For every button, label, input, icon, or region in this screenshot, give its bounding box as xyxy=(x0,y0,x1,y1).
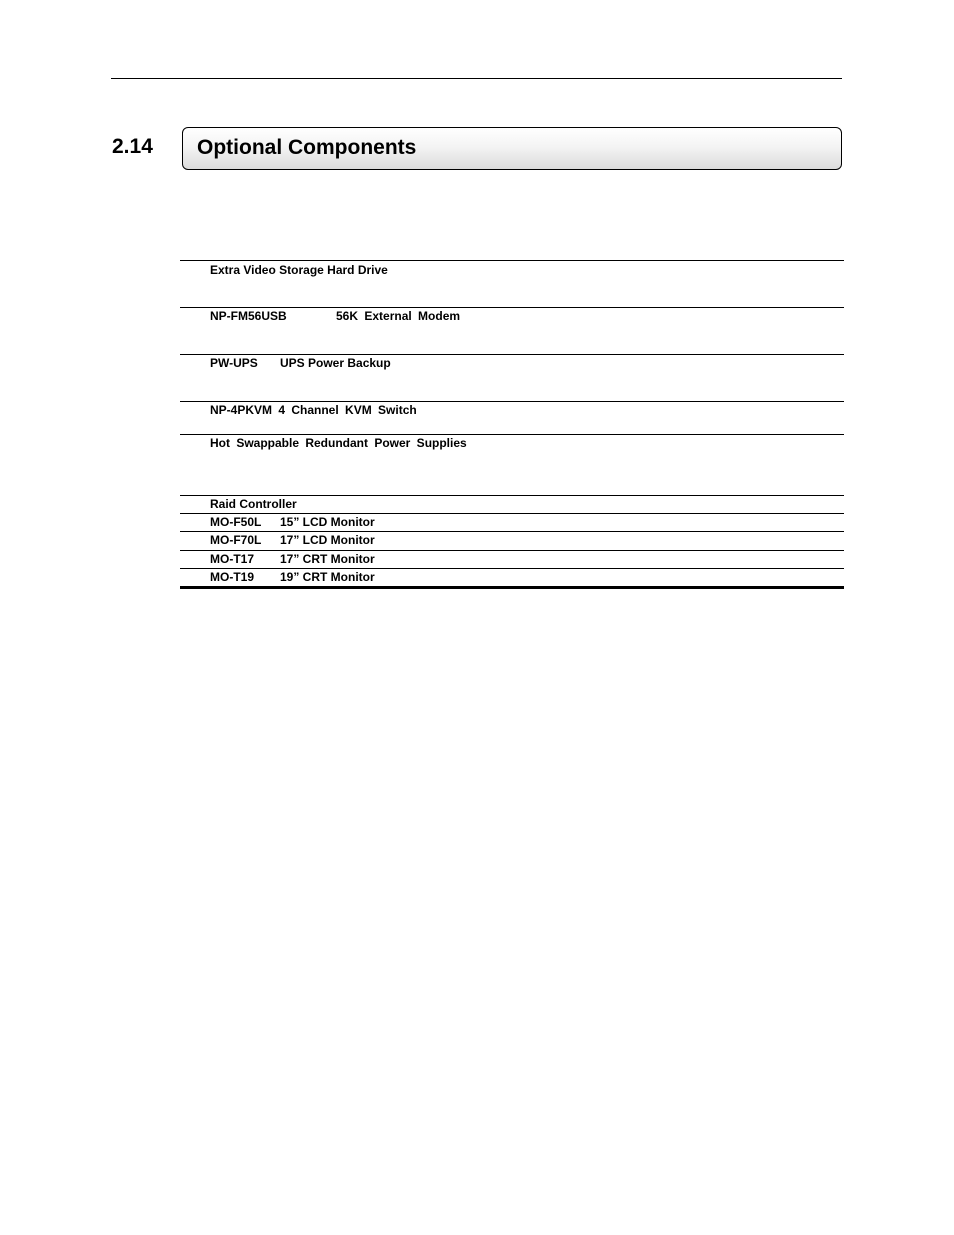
table-row xyxy=(180,531,844,549)
component-label: NP-4PKVM 4 Channel KVM Switch xyxy=(210,403,417,417)
table-row xyxy=(180,513,844,531)
component-label: Extra Video Storage Hard Drive xyxy=(210,263,388,277)
table-row xyxy=(180,354,844,401)
table-row xyxy=(180,550,844,568)
component-description: 17” CRT Monitor xyxy=(280,552,375,566)
component-description: UPS Power Backup xyxy=(280,356,391,370)
optional-components-table xyxy=(180,260,844,589)
component-model: MO-T17 xyxy=(210,552,255,566)
table-row xyxy=(180,260,844,307)
table-row xyxy=(180,307,844,354)
component-entry xyxy=(210,552,375,567)
table-row xyxy=(180,434,844,495)
component-entry xyxy=(210,356,391,371)
component-model: PW-UPS xyxy=(210,356,258,370)
component-description: 19” CRT Monitor xyxy=(280,570,375,584)
component-label: Raid Controller xyxy=(210,497,297,511)
table-bottom-rule xyxy=(180,586,844,589)
component-entry xyxy=(210,309,460,324)
section-heading-box xyxy=(182,127,842,170)
table-row xyxy=(180,568,844,586)
table-row xyxy=(180,495,844,513)
section-title: Optional Components xyxy=(197,136,417,159)
component-model: MO-F50L xyxy=(210,515,262,529)
component-entry xyxy=(210,515,375,530)
section-number: 2.14 xyxy=(112,135,153,158)
component-entry xyxy=(210,570,375,585)
component-model: MO-T19 xyxy=(210,570,255,584)
component-description: 15” LCD Monitor xyxy=(280,515,375,529)
component-model: MO-F70L xyxy=(210,533,262,547)
component-model: NP-FM56USB xyxy=(210,309,287,323)
table-row xyxy=(180,401,844,434)
component-entry xyxy=(210,533,375,548)
component-label: Hot Swappable Redundant Power Supplies xyxy=(210,436,467,450)
component-description: 56K External Modem xyxy=(336,309,461,323)
header-rule xyxy=(111,78,842,79)
component-description: 17” LCD Monitor xyxy=(280,533,375,547)
